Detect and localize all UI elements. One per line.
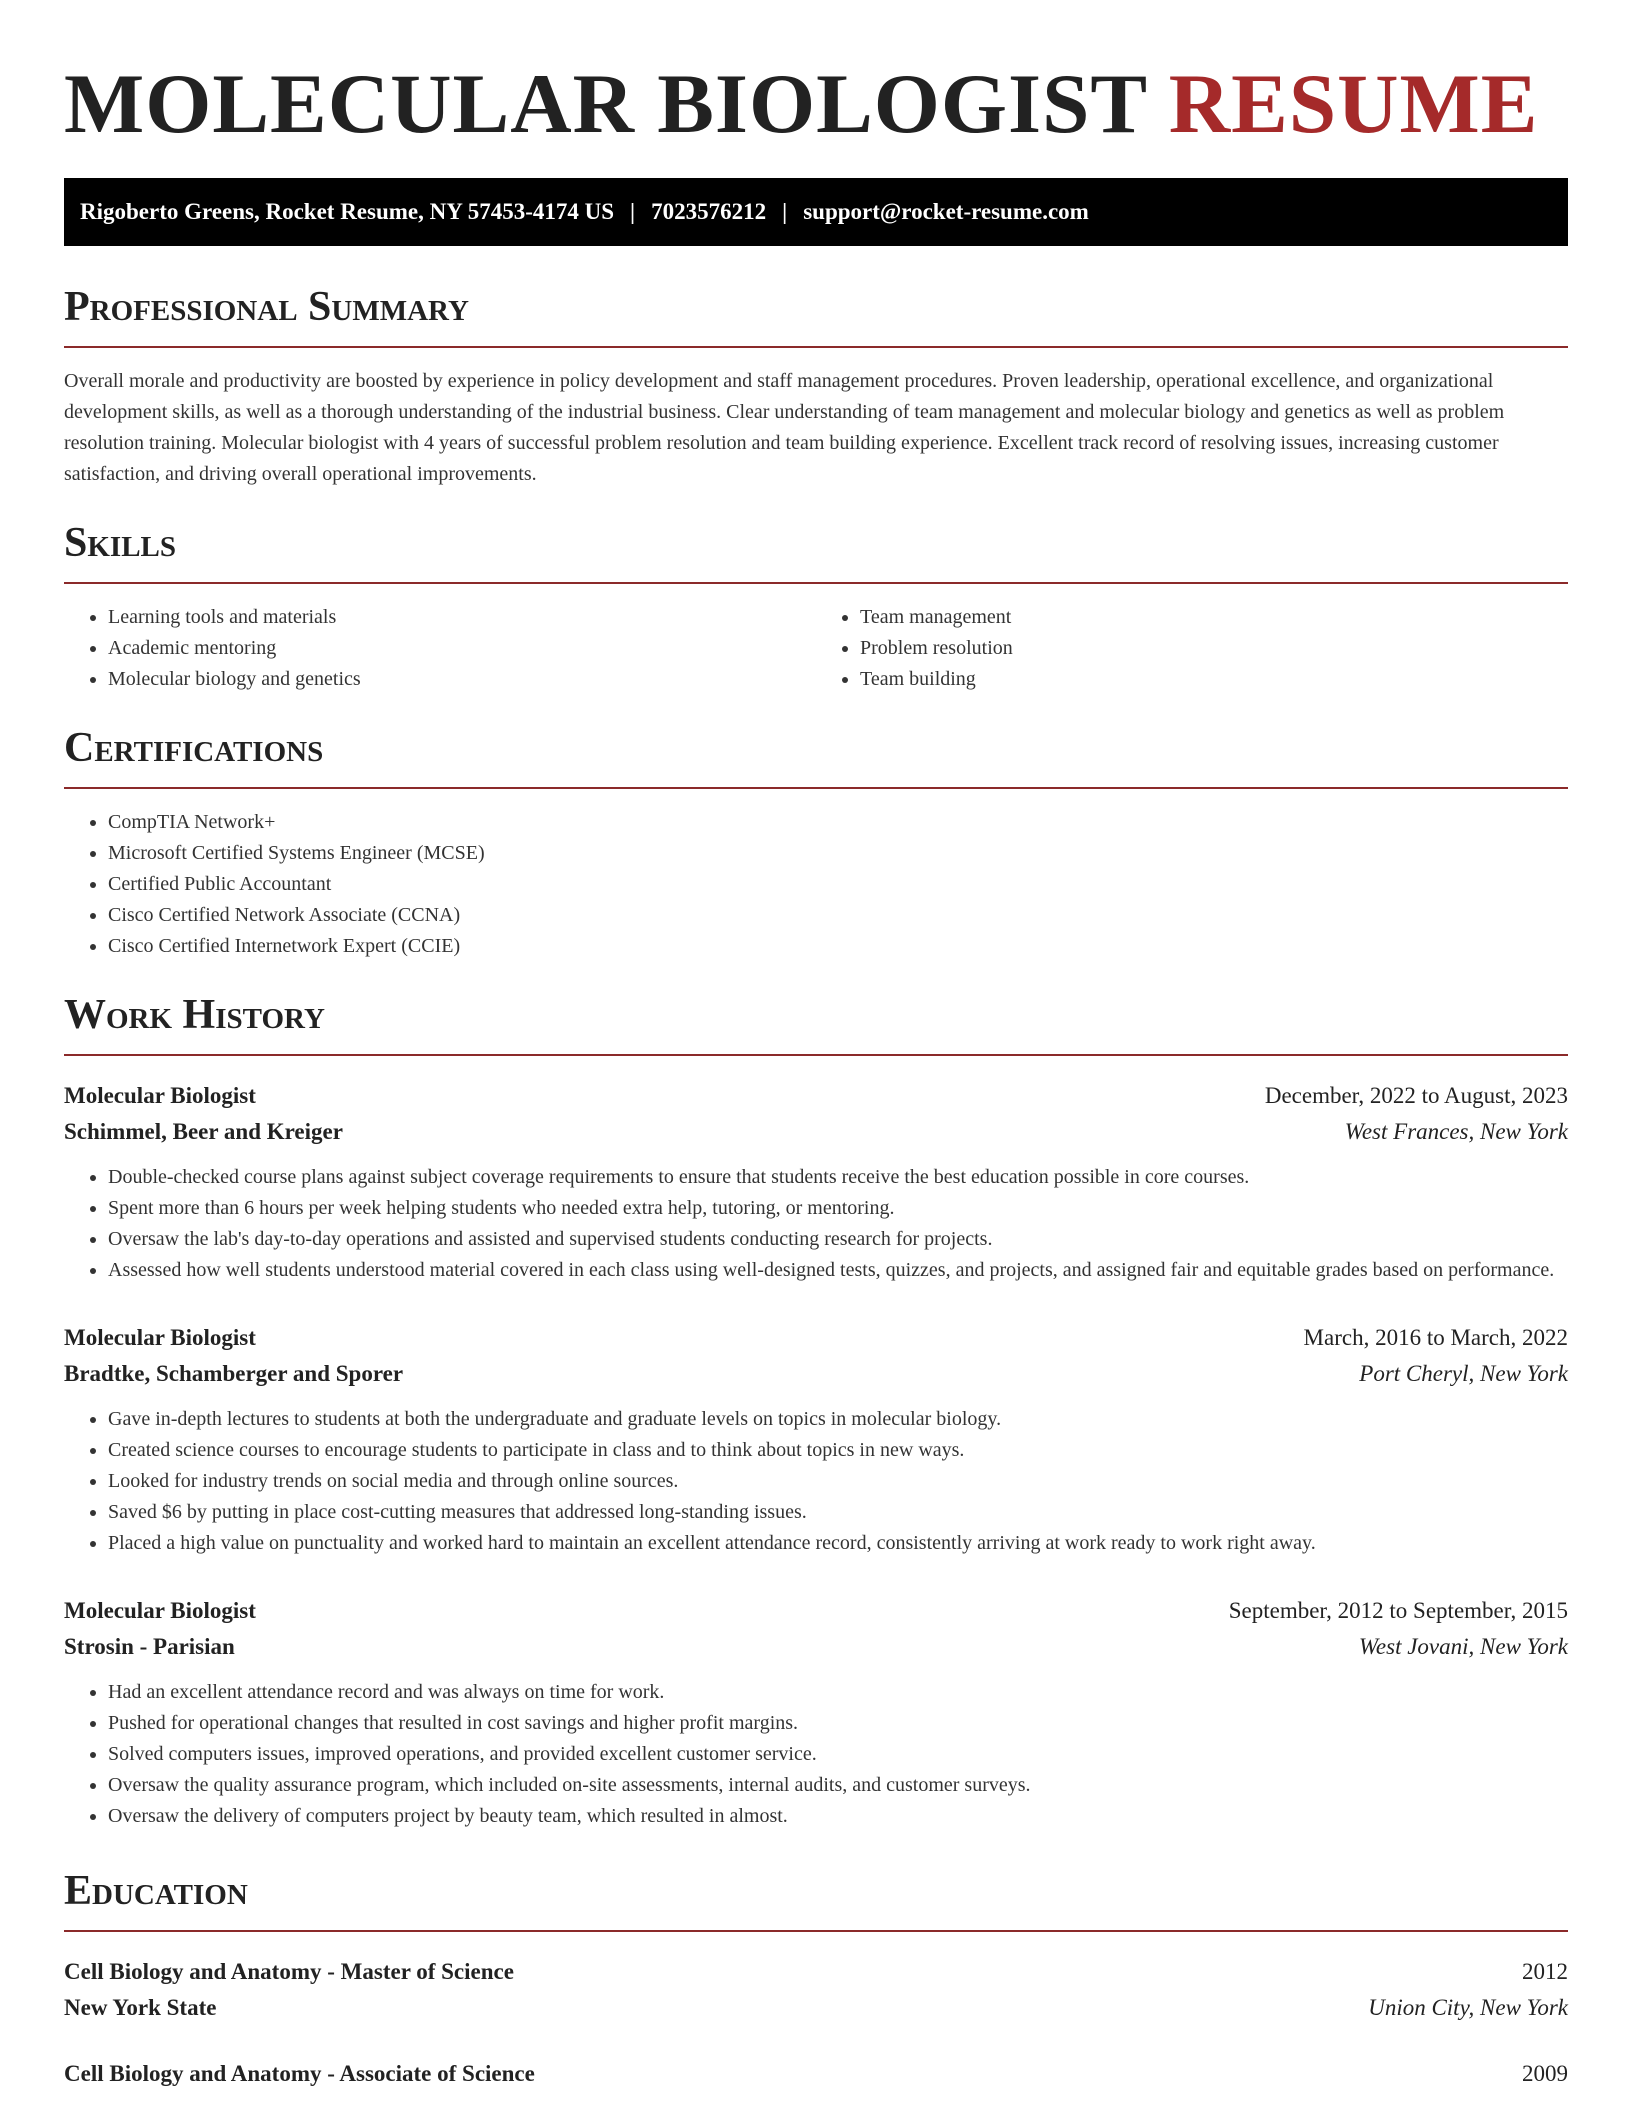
section-divider [64, 582, 1568, 584]
skills-section [64, 518, 1568, 695]
education-entry [64, 1954, 1568, 2026]
job-bullet: • Looked for industry trends on social media and through online sources. [108, 1466, 1568, 1497]
skill-item: • Learning tools and materials [108, 602, 816, 633]
section-heading: Professional Summary [64, 284, 469, 330]
job-bullet: • Oversaw the lab's day-to-day operations and assisted and supervised students conducting research for projects. [108, 1224, 1568, 1255]
job-bullet: • Oversaw the quality assurance program, which included on-site assessments, internal audits, and customer surveys. [108, 1770, 1568, 1801]
education-section [64, 1866, 1568, 2092]
job-bullets [64, 1404, 1568, 1559]
job-dates: March, 2016 to March, 2022 [1303, 1325, 1568, 1350]
job-company-row [64, 1356, 1568, 1392]
contact-email[interactable]: support@rocket-resume.com [803, 199, 1089, 224]
job-bullets [64, 1162, 1568, 1286]
certification-item: • Certified Public Accountant [108, 869, 1568, 900]
education-degree-row [64, 1954, 1568, 1990]
certification-item: • Microsoft Certified Systems Engineer (MCSE) [108, 838, 1568, 869]
job-company-row [64, 1629, 1568, 1665]
job-title: Molecular Biologist [64, 1325, 256, 1350]
certification-item: • Cisco Certified Internetwork Expert (CCIE) [108, 931, 1568, 962]
job-bullet: • Double-checked course plans against subject coverage requirements to ensure that students receive the best education possible in core courses. [108, 1162, 1568, 1193]
section-divider [64, 1054, 1568, 1056]
skill-item: • Academic mentoring [108, 633, 816, 664]
certifications-list [64, 807, 1568, 962]
job-company: Strosin - Parisian [64, 1634, 235, 1659]
skill-item: • Problem resolution [860, 633, 1568, 664]
title-accent: RESUME [1168, 57, 1539, 151]
contact-address: Rigoberto Greens, Rocket Resume, NY 57453-4174 US [80, 199, 615, 224]
job-header-row [64, 1593, 1568, 1629]
job-company: Schimmel, Beer and Kreiger [64, 1119, 343, 1144]
section-divider [64, 787, 1568, 789]
education-school: New York State [64, 1995, 217, 2020]
job-header-row [64, 1320, 1568, 1356]
job-company: Bradtke, Schamberger and Sporer [64, 1361, 404, 1386]
summary-text: Overall morale and productivity are boosted by experience in policy development and staff management procedures. Proven leadership, operational excellence, and organizational development skills, as well as a thorough understanding of the industrial business. Clear understanding of team management and molecular biology and genetics as well as problem resolution training. Molecular biologist with 4 years of successful problem resolution and team building experience. Excellent track record of resolving issues, increasing customer satisfaction, and driving overall operational improvements. [64, 370, 1505, 485]
job-bullet: • Saved $6 by putting in place cost-cutting measures that addressed long-standing issues. [108, 1497, 1568, 1528]
job-bullet: • Solved computers issues, improved operations, and provided excellent customer service. [108, 1739, 1568, 1770]
section-divider [64, 346, 1568, 348]
education-school-row [64, 1990, 1568, 2026]
job-header-row [64, 1078, 1568, 1114]
job-title: Molecular Biologist [64, 1083, 256, 1108]
contact-separator: | [630, 199, 636, 224]
certification-item: • Cisco Certified Network Associate (CCNA) [108, 900, 1568, 931]
education-location: Union City, New York [1368, 1995, 1568, 2020]
education-degree: Cell Biology and Anatomy - Associate of Science [64, 2061, 535, 2086]
job-entry [64, 1593, 1568, 1832]
education-entry [64, 2056, 1568, 2092]
contact-phone: 7023576212 [651, 199, 767, 224]
job-entry [64, 1320, 1568, 1559]
certifications-section [64, 723, 1568, 962]
skills-grid [64, 602, 1568, 695]
job-bullet: • Assessed how well students understood material covered in each class using well-designed tests, quizzes, and projects, and assigned fair and equitable grades based on performance. [108, 1255, 1568, 1286]
job-entry [64, 1078, 1568, 1286]
education-year: 2009 [1522, 2061, 1568, 2086]
skills-left-list [64, 602, 816, 695]
job-dates: December, 2022 to August, 2023 [1264, 1083, 1568, 1108]
section-heading: Education [64, 1868, 248, 1914]
section-heading: Certifications [64, 725, 324, 771]
job-bullet: • Gave in-depth lectures to students at both the undergraduate and graduate levels on topics in molecular biology. [108, 1404, 1568, 1435]
resume-title [64, 0, 1568, 150]
contact-bar [64, 178, 1568, 246]
skill-item: • Team building [860, 664, 1568, 695]
title-main: MOLECULAR BIOLOGIST [64, 57, 1147, 151]
section-heading: Skills [64, 520, 177, 566]
job-bullet: • Had an excellent attendance record and was always on time for work. [108, 1677, 1568, 1708]
job-bullet: • Created science courses to encourage students to participate in class and to think about topics in new ways. [108, 1435, 1568, 1466]
job-title: Molecular Biologist [64, 1598, 256, 1623]
section-divider [64, 1930, 1568, 1932]
job-bullets [64, 1677, 1568, 1832]
job-dates: September, 2012 to September, 2015 [1228, 1598, 1568, 1623]
job-location: Port Cheryl, New York [1359, 1361, 1568, 1386]
contact-separator: | [782, 199, 788, 224]
job-bullet: • Spent more than 6 hours per week helping students who needed extra help, tutoring, or mentoring. [108, 1193, 1568, 1224]
job-bullet: • Oversaw the delivery of computers project by beauty team, which resulted in almost. [108, 1801, 1568, 1832]
section-heading: Work History [64, 992, 325, 1038]
skill-item: • Molecular biology and genetics [108, 664, 816, 695]
education-year: 2012 [1522, 1959, 1568, 1984]
job-location: West Jovani, New York [1358, 1634, 1568, 1659]
job-location: West Frances, New York [1344, 1119, 1568, 1144]
job-company-row [64, 1114, 1568, 1150]
certification-item: • CompTIA Network+ [108, 807, 1568, 838]
job-bullet: • Placed a high value on punctuality and worked hard to maintain an excellent attendance record, consistently arriving at work ready to work right away. [108, 1528, 1568, 1559]
education-degree-row [64, 2056, 1568, 2092]
skill-item: • Team management [860, 602, 1568, 633]
work-history-section [64, 990, 1568, 1832]
job-bullet: • Pushed for operational changes that resulted in cost savings and higher profit margins. [108, 1708, 1568, 1739]
skills-right-list [816, 602, 1568, 695]
professional-summary-section [64, 282, 1568, 490]
education-degree: Cell Biology and Anatomy - Master of Science [64, 1959, 514, 1984]
